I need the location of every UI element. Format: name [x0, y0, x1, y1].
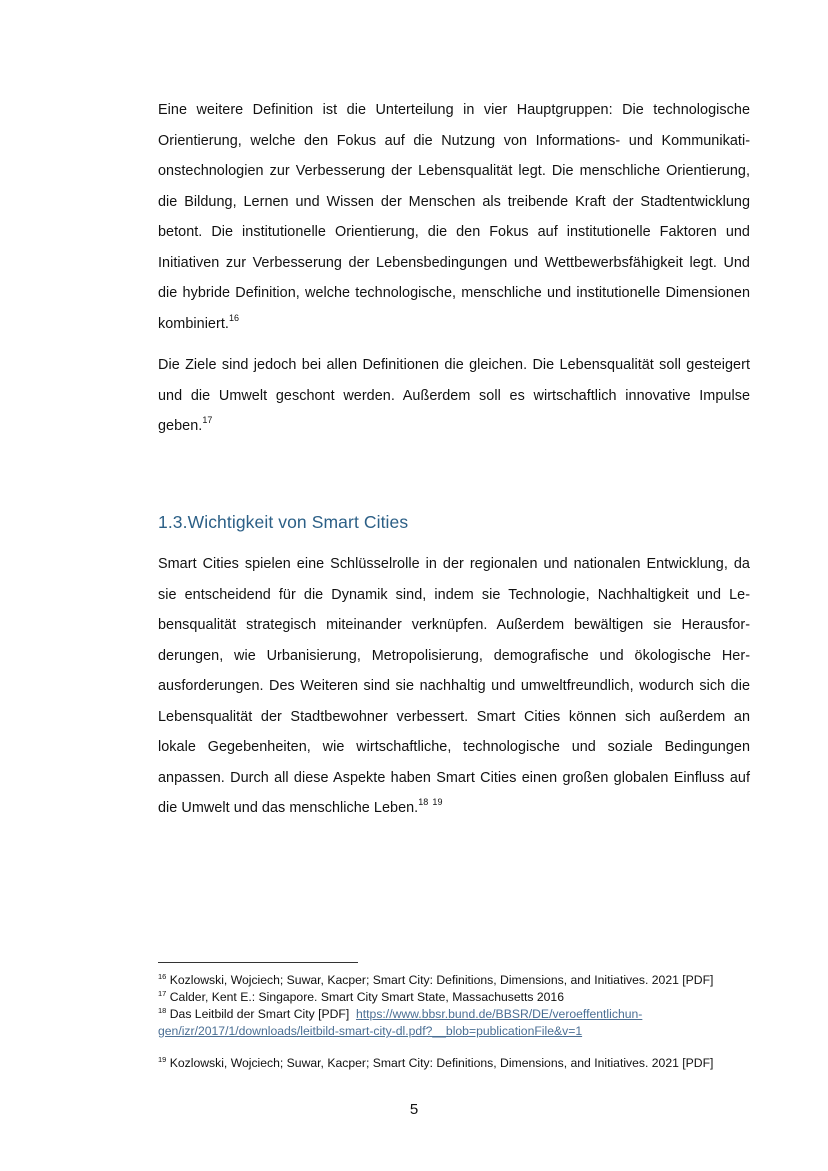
paragraph-text: Smart Cities spielen eine Schlüsselrolle in der regionalen und nationalen Entwicklung, da sie entscheidend für die Dynamik sind, indem sie Technologie, Nachhaltigkeit und Lebensqualität strategisch miteinander verknüpfen. Außerdem bewältigen sie Herausforderungen, wie Urbanisierung, Metropolisierung, demografische und ökologische Herausforderungen. Des Weiteren sind sie nachhaltig und umweltfreundlich, wodurch sich die Lebensqualität der Stadtbewohner verbessert. Smart Cities können sich außerdem an lokale Gegebenheiten, wie wirtschaftliche, technologische und soziale Bedingungen anpassen. Durch all diese Aspekte haben Smart Cities einen großen globalen Einfluss auf die Umwelt und das menschliche Leben. — [158, 556, 750, 816]
footnote-separator — [158, 962, 358, 963]
footnote-text: Das Leitbild der Smart City [PDF] — [169, 1007, 350, 1021]
footnote-17 — [158, 989, 758, 1006]
footnote-link-continuation[interactable]: gen/izr/2017/1/downloads/leitbild-smart-city-dl.pdf?__blob=publicationFile&v=1 — [158, 1024, 583, 1038]
footnote-reference[interactable]: 17 — [202, 415, 213, 426]
footnote-text: Calder, Kent E.: Singapore. Smart City Smart State, Massachusetts 2016 — [169, 990, 564, 1004]
footnote-number: 19 — [158, 1054, 167, 1064]
footnotes — [158, 972, 758, 1072]
footnote-number: 18 — [158, 1005, 167, 1015]
paragraph-hauptgruppen — [158, 95, 750, 339]
footnote-text: Kozlowski, Wojciech; Suwar, Kacper; Smart City: Definitions, Dimensions, and Initiatives. 2021 [PDF] — [169, 973, 714, 987]
footnote-16 — [158, 972, 758, 989]
page-number: 5 — [409, 1101, 419, 1118]
paragraph-text: Eine weitere Definition ist die Unterteilung in vier Hauptgruppen: Die technologische Orientierung, welche den Fokus auf die Nutzung von Informations- und Kommunikationstechnologien zur Verbesserung der Lebensqualität legt. Die menschliche Orientierung, die Bildung, Lernen und Wissen der Menschen als treibende Kraft der Stadtentwicklung betont. Die institutionelle Orientierung, die den Fokus auf institutionelle Faktoren und Initiativen zur Verbesserung der Lebensbedingungen und Wettbewerbsfähigkeit legt. Und die hybride Definition, welche technologische, menschliche und institutionelle Dimensionen kombiniert. — [158, 102, 750, 332]
footnote-number: 17 — [158, 988, 167, 998]
footnote-19 — [158, 1055, 758, 1072]
paragraph-wichtigkeit — [158, 549, 750, 824]
footnote-reference[interactable]: 18 — [418, 797, 429, 808]
paragraph-text: Die Ziele sind jedoch bei allen Definitionen die gleichen. Die Lebensqualität soll gesteigert und die Umwelt geschont werden. Außerdem soll es wirtschaftlich innovative Impulse geben. — [158, 357, 750, 434]
section-heading: 1.3.Wichtigkeit von Smart Cities — [158, 512, 409, 532]
footnote-link[interactable]: https://www.bbsr.bund.de/BBSR/DE/veroeffentlichun- — [356, 1007, 643, 1021]
footnote-number: 16 — [158, 971, 167, 981]
footnote-18 — [158, 1006, 758, 1023]
footnote-text: Kozlowski, Wojciech; Suwar, Kacper; Smart City: Definitions, Dimensions, and Initiatives. 2021 [PDF] — [169, 1056, 714, 1070]
footnote-18-continuation — [158, 1023, 758, 1040]
footnote-reference[interactable]: 19 — [432, 797, 443, 808]
paragraph-ziele — [158, 350, 750, 442]
footnote-reference[interactable]: 16 — [228, 312, 240, 323]
